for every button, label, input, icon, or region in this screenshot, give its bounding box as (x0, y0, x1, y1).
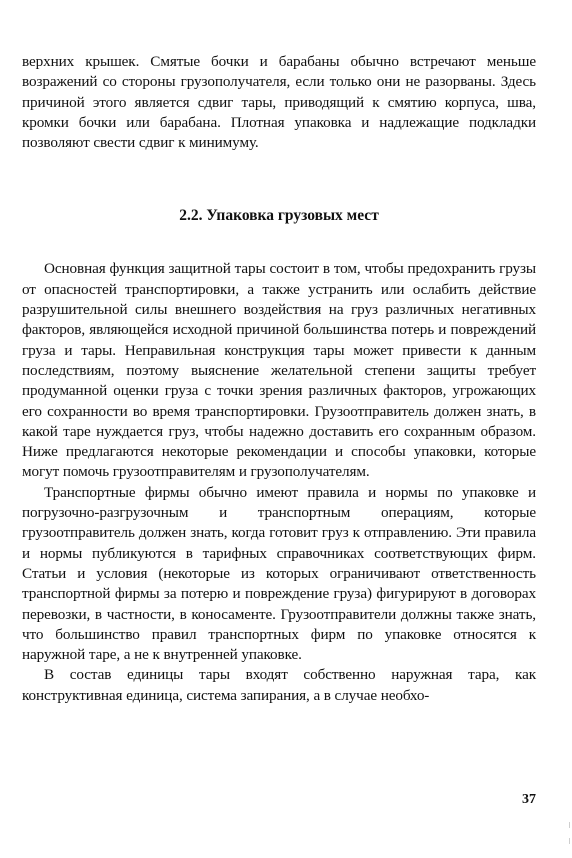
body-paragraph-3: В состав единицы тары входят собственно наружная тара, как конструктивная единица, система запирания, а в случае необхо- (22, 666, 536, 704)
scan-margin-mark (569, 822, 570, 828)
section-title: 2.2. Упаковка грузовых мест (179, 207, 379, 225)
body-paragraph-2: Транспортные фирмы обычно имеют правила и нормы по упаковке и погрузочно-разгрузочным и транспортным операциям, которые грузоотправитель должен знать, когда готовит груз к отправлению. Эти правила и нормы публикуются в тарифных справочниках соответствующих фирм. Статьи и условия (некоторые из которых ограничивают ответственность транспортной фирмы за потерю и повреждение груза) фигурируют в договорах перевозки, в частности, в коносаменте. Грузоотправители должны также знать, что большинство правил транспортных фирм по упаковке относятся к наружной таре, а не к внутренней упаковке. (22, 483, 536, 664)
book-page (22, 52, 536, 706)
continuation-paragraph: верхних крышек. Смятые бочки и барабаны обычно встречают меньше возражений со стороны грузополучателя, если только они не разорваны. Здесь причиной этого является сдвиг тары, приводящий к смятию корпуса, шва, кромки бочки или барабана. Плотная упаковка и надлежащие подкладки позволяют свести сдвиг к минимуму. (22, 53, 536, 152)
page-number: 37 (522, 792, 536, 807)
scan-margin-mark (569, 838, 570, 844)
body-paragraph-1: Основная функция защитной тары состоит в том, чтобы предохранить грузы от опасностей транспортировки, а также устранить или ослабить действие разрушительной силы внешнего воздействия на груз различных негативных факторов, являющейся исходной причиной большинства потерь и повреждений груза и тары. Неправильная конструкция тары может привести к данным последствиям, поэтому выяснение желательной степени защиты требует продуманной оценки груза с точки зрения различных факторов, угрожающих его сохранности во время транспортировки. Грузоотправитель должен знать, в какой таре нуждается груз, чтобы надежно доставить его сохранным образом. Ниже предлагаются некоторые рекомендации и способы упаковки, которые могут помочь грузоотправителям и грузополучателям. (22, 260, 536, 481)
